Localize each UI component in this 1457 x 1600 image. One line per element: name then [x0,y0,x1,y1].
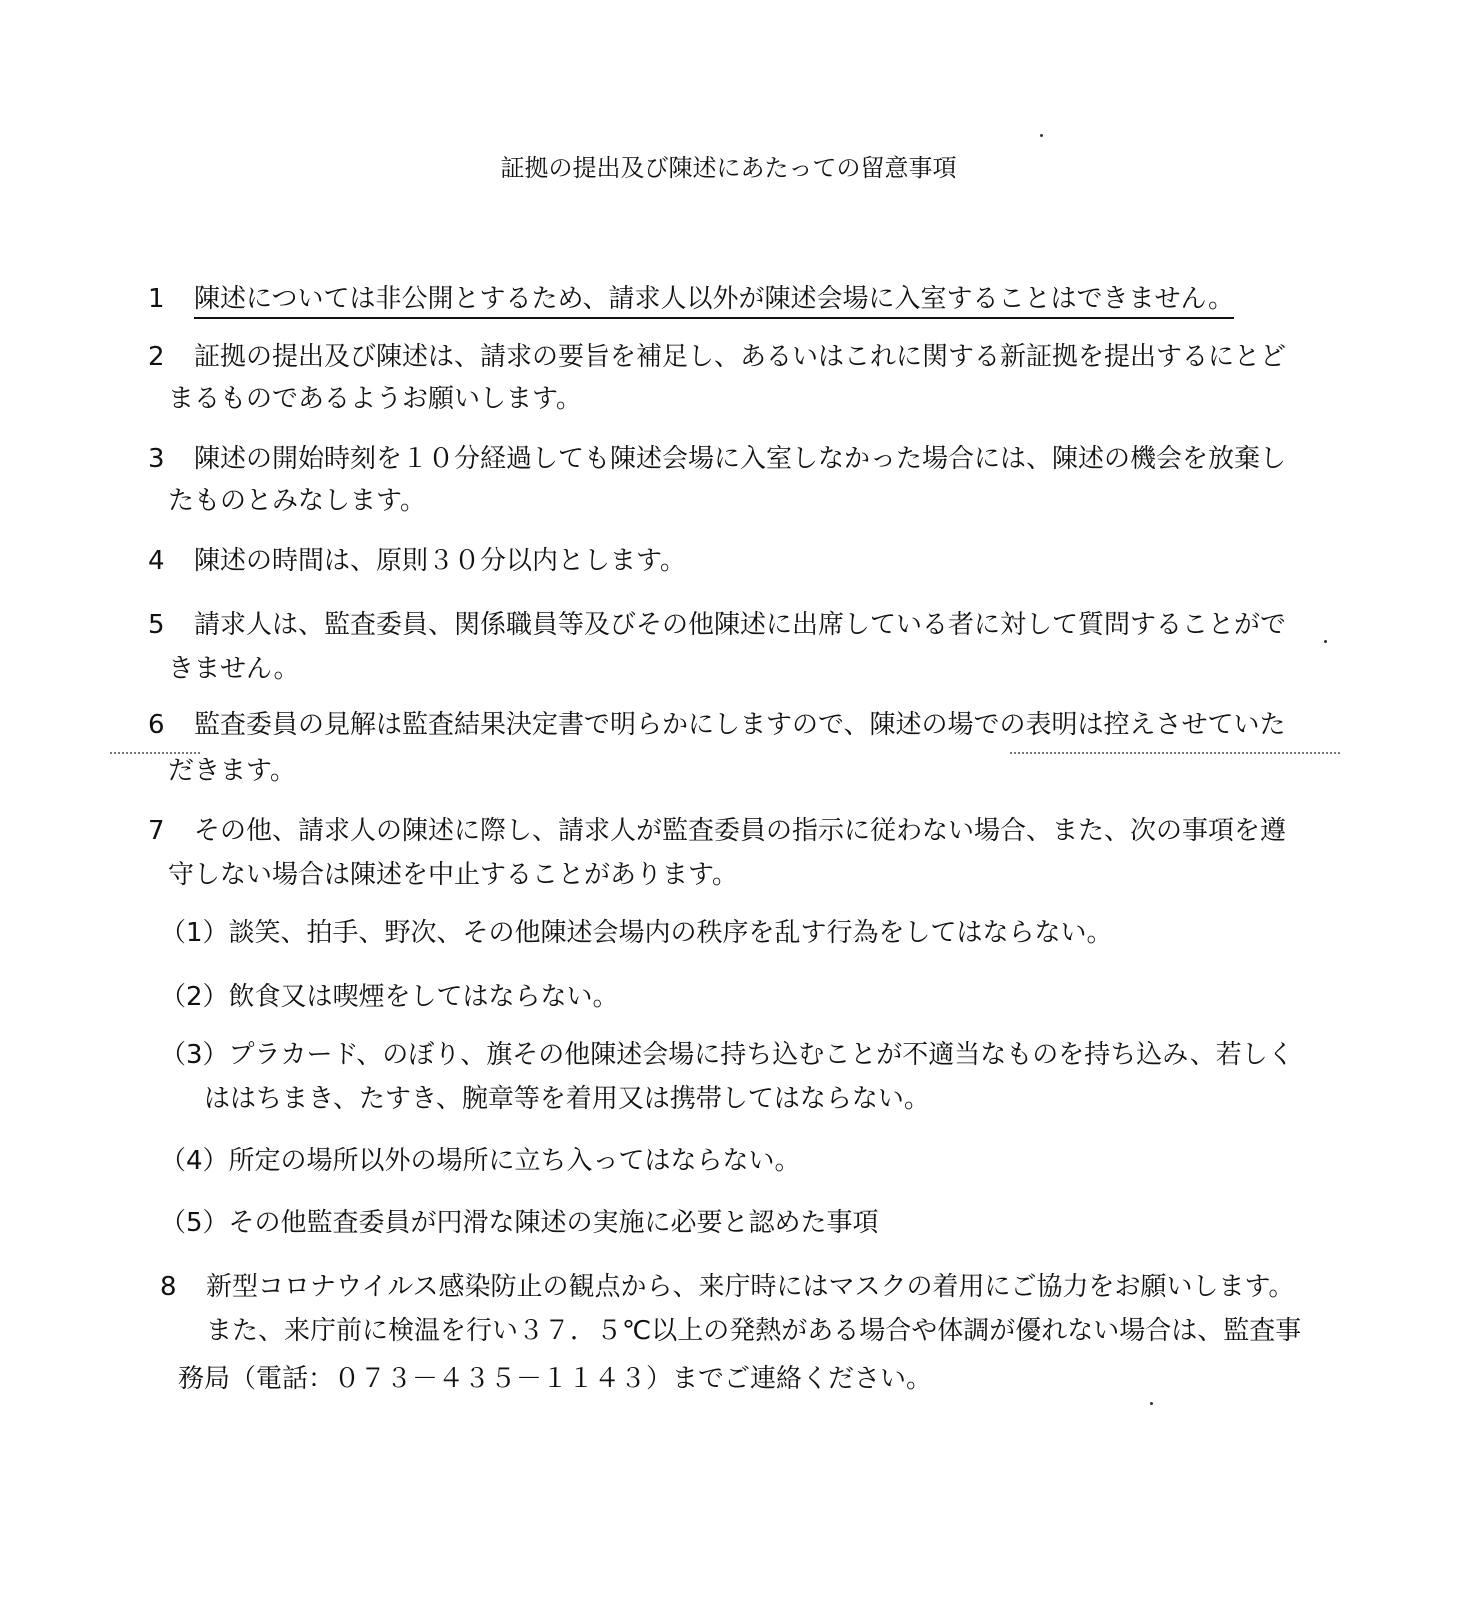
scan-line-artifact [1010,752,1340,755]
subitem-number: （3） [160,1040,229,1070]
subitem-number: （5） [160,1208,229,1238]
item-2 [148,344,1286,370]
item-text: 陳述については非公開とするため、請求人以外が陳述会場に入室することはできません。 [194,284,1234,319]
item-text: 請求人は、監査委員、関係職員等及びその他陳述に出席している者に対して質問することがで [194,610,1287,640]
document-title: 証拠の提出及び陳述にあたっての留意事項 [500,154,957,182]
item-number: 1 [148,284,165,314]
item-6-continuation: だきます。 [168,756,296,786]
item-number: 7 [148,816,165,846]
item-text: 証拠の提出及び陳述は、請求の要旨を補足し、あるいはこれに関する新証拠を提出するにとど [194,342,1287,372]
item-number: 8 [160,1272,177,1302]
subitem-3 [160,1042,1294,1068]
item-8-continuation-2: 務局（電話：０７３－４３５－１１４３）までご連絡ください。 [178,1364,933,1394]
subitem-number: （1） [160,918,229,948]
item-number: 2 [148,342,165,372]
item-number: 3 [148,444,165,474]
item-number: 5 [148,610,165,640]
item-5 [148,612,1286,638]
subitem-1 [160,920,1113,946]
item-text: その他、請求人の陳述に際し、請求人が監査委員の指示に従わない場合、また、次の事項を遵 [194,816,1287,846]
subitem-text: その他監査委員が円滑な陳述の実施に必要と認めた事項 [228,1208,879,1238]
subitem-text: 談笑、拍手、野次、その他陳述会場内の秩序を乱す行為をしてはならない。 [228,918,1113,948]
item-7 [148,818,1286,844]
item-8-continuation-1: また、来庁前に検温を行い３７．５℃以上の発熱がある場合や体調が優れない場合は、監査事 [206,1316,1302,1346]
item-7-continuation: 守しない場合は陳述を中止することがあります。 [168,860,738,890]
item-text: 新型コロナウイルス感染防止の観点から、来庁時にはマスクの着用にご協力をお願いします。 [206,1272,1295,1302]
item-text: 監査委員の見解は監査結果決定書で明らかにしますので、陳述の場での表明は控えさせていた [194,710,1286,740]
item-5-continuation: きません。 [168,654,300,684]
subitem-number: （2） [160,982,229,1012]
item-3 [148,446,1286,472]
scan-speck [1324,640,1327,643]
subitem-5 [160,1210,879,1236]
item-1 [148,286,1234,312]
subitem-text: プラカード、のぼり、旗その他陳述会場に持ち込むことが不適当なものを持ち込み、若しく [228,1040,1294,1070]
subitem-3-continuation: ははちまき、たすき、腕章等を着用又は携帯してはならない。 [204,1084,930,1114]
scan-speck [1040,134,1043,137]
item-number: 6 [148,710,165,740]
item-text: 陳述の時間は、原則３０分以内とします。 [194,546,686,576]
subitem-2 [160,984,619,1010]
subitem-4 [160,1148,801,1174]
item-6 [148,712,1285,738]
item-8 [160,1274,1294,1300]
item-number: 4 [148,546,165,576]
item-text: 陳述の開始時刻を１０分経過しても陳述会場に入室しなかった場合には、陳述の機会を放棄し [194,444,1287,474]
subitem-number: （4） [160,1146,229,1176]
subitem-text: 飲食又は喫煙をしてはならない。 [228,982,619,1012]
scan-line-artifact [110,752,200,755]
item-4 [148,548,686,574]
scan-speck [1150,1402,1153,1405]
item-2-continuation: まるものであるようお願いします。 [168,384,582,414]
item-3-continuation: たものとみなします。 [168,486,426,516]
subitem-text: 所定の場所以外の場所に立ち入ってはならない。 [228,1146,801,1176]
